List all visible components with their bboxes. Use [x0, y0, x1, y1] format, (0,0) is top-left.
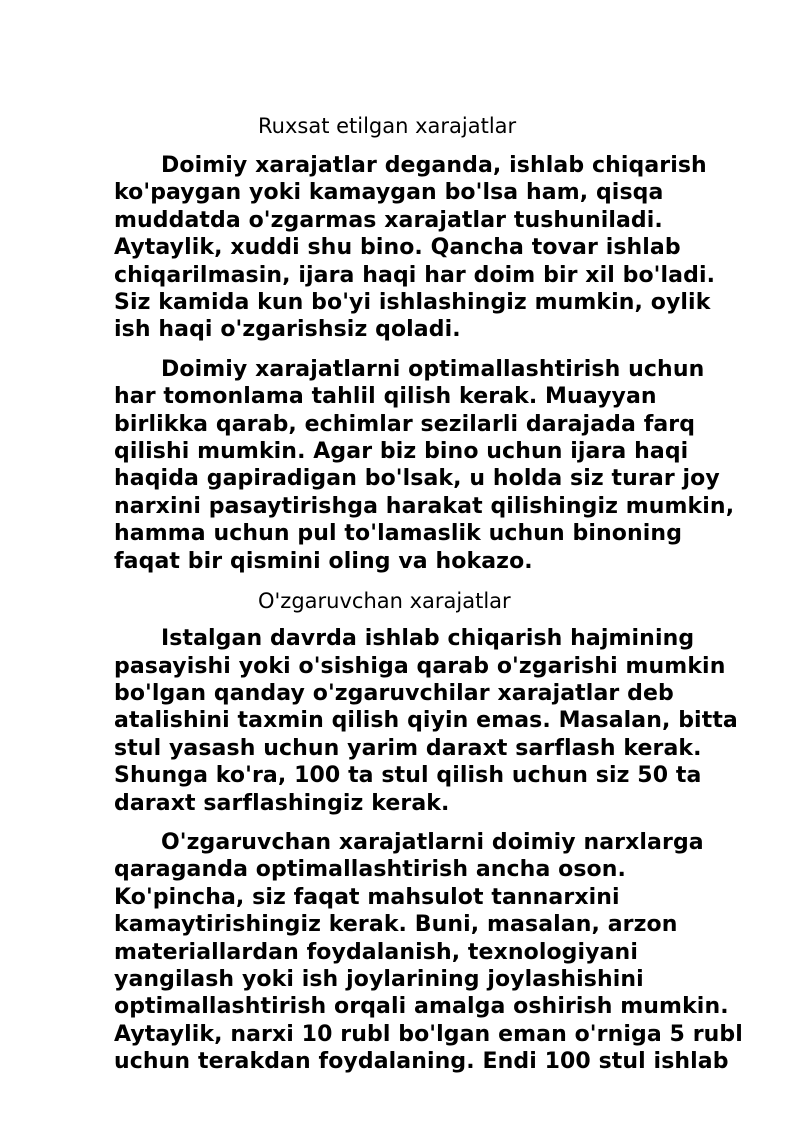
paragraph-variable-costs-definition: Istalgan davrda ishlab chiqarish hajmining pasayishi yoki o'sishiga qarab o'zgarishi mumkin bo'lgan qanday o'zgaruvchilar xarajatlar deb atalishini taxmin qilish qiyin emas. Masalan, bitta stul yasash uchun yarim daraxt sarflash kerak. Shunga ko'ra, 100 ta stul qilish uchun siz 50 ta daraxt sarflashingiz kerak. — [114, 626, 738, 816]
paragraph-fixed-costs-optimization: Doimiy xarajatlarni optimallashtirish uchun har tomonlama tahlil qilish kerak. Muayyan birlikka qarab, echimlar sezilarli darajada farq qilishi mumkin. Agar biz bino uchun ijara haqi haqida gapiradigan bo'lsak, u holda siz turar joy narxini pasaytirishga harakat qilishingiz mumkin, hamma uchun pul to'lamaslik uchun binoning faqat bir qismini oling va hokazo. — [114, 356, 735, 574]
section-title-variable-costs: O'zgaruvchan xarajatlar — [258, 589, 511, 614]
section-title-fixed-costs: Ruxsat etilgan xarajatlar — [258, 114, 517, 138]
paragraph-variable-costs-optimization: O'zgaruvchan xarajatlarni doimiy narxlarga qaraganda optimallashtirish ancha oson. Ko'pincha, siz faqat mahsulot tannarxini kamaytirishingiz kerak. Buni, masalan, arzon materiallardan foydalanish, texnologiyani yangilash yoki ish joylarining joylashishini optimallashtirish orqali amalga oshirish mumkin. Aytaylik, narxi 10 rubl bo'lgan eman o'rniga 5 rubl uchun terakdan foydalaning. Endi 100 stul ishlab — [114, 829, 743, 1075]
document-page — [114, 112, 746, 1090]
paragraph-fixed-costs-definition: Doimiy xarajatlar deganda, ishlab chiqarish ko'paygan yoki kamaygan bo'lsa ham, qisqa muddatda o'zgarmas xarajatlar tushuniladi. Aytaylik, xuddi shu bino. Qancha tovar ishlab chiqarilmasin, ijara haqi har doim bir xil bo'ladi. Siz kamida kun bo'yi ishlashingiz mumkin, oylik ish haqi o'zgarishsiz qoladi. — [114, 153, 716, 343]
